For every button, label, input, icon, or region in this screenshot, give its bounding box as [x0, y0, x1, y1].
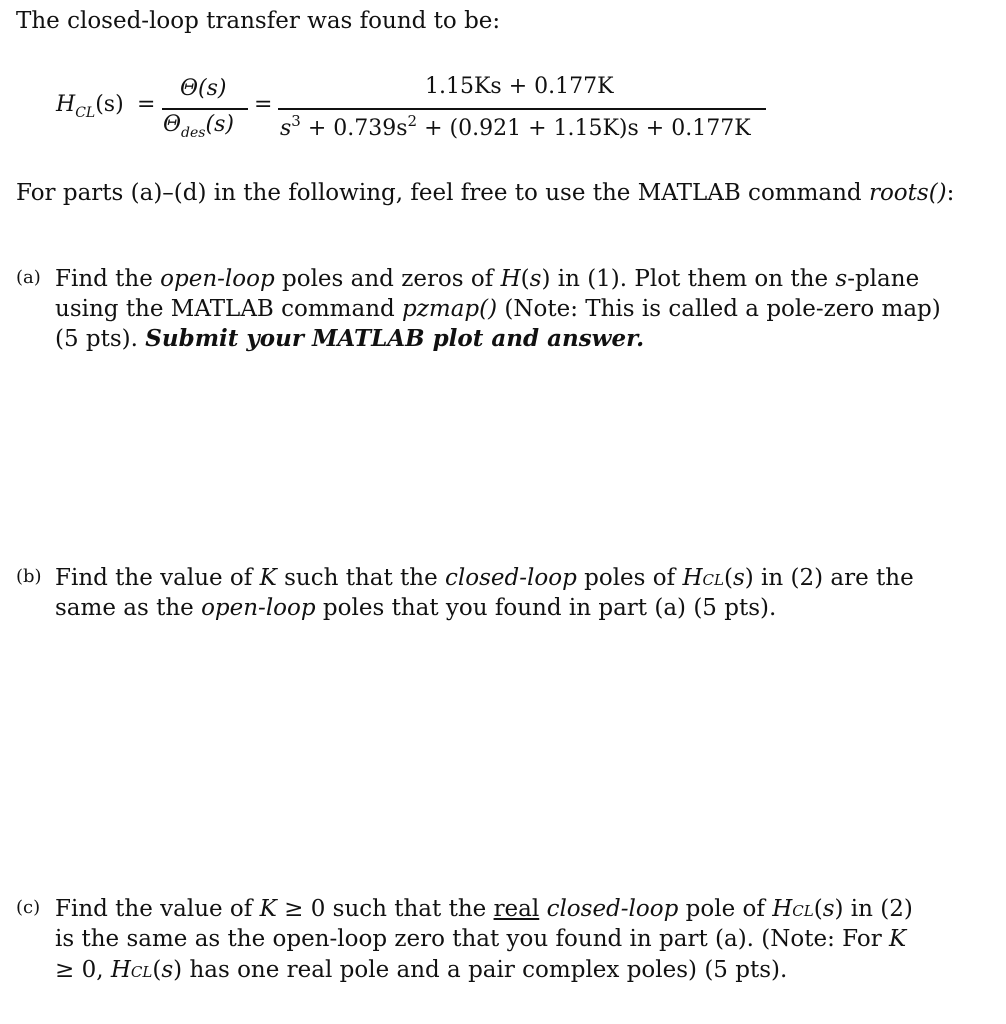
part-a-line1: Find the open-loop poles and zeros of H(s) in (1). Plot them on the s-plane: [55, 266, 920, 292]
fraction1-denominator: $\Theta_{des}(s)$: [163, 112, 234, 141]
part-a-line2: using the MATLAB command pzmap() (Note: This is called a pole-zero map): [55, 296, 941, 322]
lhs-h-cl: $H_{CL}(s)$: [56, 92, 124, 121]
part-b-line2: same as the open-loop poles that you found in part (a) (5 pts).: [55, 595, 777, 621]
equals-sign-1: =: [137, 92, 156, 117]
fraction1-numerator: Θ(s): [180, 76, 227, 101]
part-a-label: (a): [16, 267, 41, 288]
intro-text: The closed-loop transfer was found to be:: [16, 8, 501, 34]
equals-sign-2: =: [254, 92, 273, 117]
fraction1-bar: [162, 108, 248, 110]
part-b-line1: Find the value of K such that the closed-loop poles of HCL(s) in (2) are the: [55, 565, 914, 591]
part-a-line3: (5 pts). Submit your MATLAB plot and answer.: [55, 325, 645, 352]
part-c-line3: ≥ 0, HCL(s) has one real pole and a pair complex poles) (5 pts).: [55, 957, 788, 983]
instructions-text: For parts (a)–(d) in the following, feel free to use the MATLAB command roots():: [16, 180, 955, 206]
part-c-line1: Find the value of K ≥ 0 such that the real closed-loop pole of HCL(s) in (2): [55, 896, 913, 922]
part-c-label: (c): [16, 897, 41, 918]
fraction2-denominator: $s^3 + 0.739s^2 + (0.921 + 1.15K)s + 0.177K$: [280, 112, 751, 141]
part-b-label: (b): [16, 566, 42, 587]
part-c-line2: is the same as the open-loop zero that you found in part (a). (Note: For K: [55, 926, 907, 952]
fraction2-bar: [278, 108, 766, 110]
fraction2-numerator: 1.15Ks + 0.177K: [425, 74, 614, 99]
